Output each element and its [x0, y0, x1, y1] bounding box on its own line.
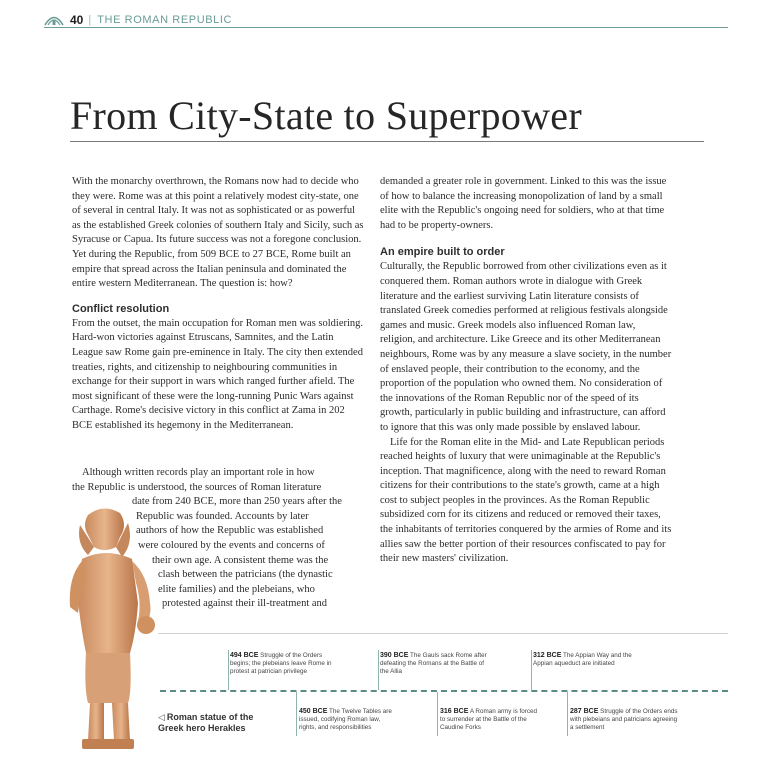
wrap-line: authors of how the Republic was established [136, 525, 324, 537]
event-year: 312 BCE [533, 652, 562, 659]
event-year: 287 BCE [570, 708, 599, 715]
timeline-stem [437, 692, 438, 736]
event-text: The Appian Way and the Appian aqueduct are initiated [533, 652, 632, 667]
event-year: 390 BCE [380, 652, 409, 659]
wrap-line: their own age. A consistent theme was the [152, 554, 329, 566]
wrap-line: the Republic is understood, the sources of Roman literature [72, 481, 322, 493]
event-year: 316 BCE [440, 708, 469, 715]
heading-empire-built-to-order: An empire built to order [380, 246, 505, 259]
empire-paragraph-1: Culturally, the Republic borrowed from other civilizations even as it conquered them. Roman authors wrote in dialogue with Greek literature and the earliest surviving Latin literature consists of translated Greek comedies performed at religious festivals alongside games and music. Greek models also influenced Roman law, religion, and architecture. Like Greece and its other Mediterranean neighbours, Rome was by any measure a slave society, in the number of enslaved people, their contribution to the economy, and the proportion of the population who owned them. No consideration of the innovations of the Roman Republic nor of the speed of its growth, particularly in public building and infrastructure, can afford to ignore that this was only made possible by enslaved labour. [380, 261, 672, 433]
timeline-event [380, 652, 490, 676]
statue-caption [158, 712, 258, 734]
heading-conflict-resolution: Conflict resolution [72, 302, 170, 315]
empire-paragraph-2: Life for the Roman elite in the Mid- and Late Republican periods reached heights of luxury that were unimaginable at the Republic's inception. That magnificence, along with the need to reward Roman citizens for their contributions to the state's growth, came at a high cost to subject peoples in the provinces. As the Roman Republic subsidized corn for its citizens and reduced or removed their taxes, the inhabitants of territories conquered by the armies of Rome and its allies saw the better portion of their resources confiscated to pay for their new masters' civilization. [380, 436, 672, 565]
section-title: THE ROMAN REPUBLIC [97, 14, 233, 26]
event-text: A Roman army is forced to surrender at the Battle of the Caudine Forks [440, 708, 538, 731]
timeline-event [570, 708, 680, 732]
timeline-stem [296, 692, 297, 736]
wrap-line: elite families) and the plebeians, who [158, 583, 315, 595]
timeline-stem [378, 650, 379, 690]
timeline-stem [531, 650, 532, 690]
conflict-paragraph-1: From the outset, the main occupation for Roman men was soldiering. Hard-won victories against Etruscans, Samnites, and the Latin League saw Rome gain pre-eminence in Italy. The city then extended treaties, rights, and citizenship to neighbouring communities in exchange for their support in wars which ranged further afield. The most significant of these were the long-running Punic Wars against Carthage. Rome's decisive victory in this conflict at Zama in 202 BCE established its hegemony in the Mediterranean. [72, 317, 364, 431]
wrap-line: protested against their ill-treatment and [162, 598, 328, 610]
page-title: From City-State to Superpower [70, 93, 582, 138]
event-text: Struggle of the Orders begins; the plebeians leave Rome in protest at patrician privilege [230, 652, 332, 675]
right-column [380, 175, 672, 567]
intro-paragraph: With the monarchy overthrown, the Romans now had to decide who they were. Rome was at this point a relatively modest city-state, one of several in central Italy. It was not as sophisticated or as powerful as the established Greek colonies of southern Italy and Sicily, such as Syracuse or Capua. Its future success was not a foregone conclusion. Yet during the Republic, from 509 BCE to 27 BCE, Rome built an empire that spread across the Italian peninsula and dominated the entire western Mediterranean. The question is: how? [72, 176, 364, 290]
header-separator: | [88, 14, 92, 26]
temple-arch-icon [44, 14, 64, 26]
running-header [44, 12, 728, 28]
caption-text: Roman statue of the Greek hero Herakles [158, 712, 254, 733]
event-year: 494 BCE [230, 652, 259, 659]
event-text: The Gauls sack Rome after defeating the Romans at the Battle of the Allia [380, 652, 487, 675]
title-rule [70, 141, 704, 142]
timeline-event [440, 708, 540, 732]
timeline-top-rule [158, 633, 728, 634]
event-text: The Twelve Tables are issued, codifying Roman law, rights, and responsibilities [299, 708, 392, 731]
event-year: 450 BCE [299, 708, 328, 715]
timeline-stem [567, 692, 568, 736]
wrap-line: date from 240 BCE, more than 250 years after the [132, 496, 342, 508]
timeline-stem [228, 650, 229, 690]
header-rule [44, 27, 728, 28]
herakles-statue-image [58, 503, 158, 753]
left-column [72, 175, 364, 434]
timeline-event [299, 708, 399, 732]
caption-arrow-icon: ◁ [158, 712, 165, 722]
timeline-line [160, 690, 728, 692]
wrap-line: Although written records play an important role in how [82, 467, 315, 478]
wrap-line: clash between the patricians (the dynastic [158, 569, 333, 581]
wrap-line: Republic was founded. Accounts by later [136, 510, 309, 522]
event-text: Struggle of the Orders ends with plebeians and patricians agreeing a settlement [570, 708, 678, 731]
page-number: 40 [70, 13, 84, 27]
timeline-event [230, 652, 340, 676]
timeline-event [533, 652, 633, 668]
wrap-line: were coloured by the events and concerns of [138, 539, 325, 551]
continued-paragraph: demanded a greater role in government. Linked to this was the issue of how to balance the increasing monopolization of land by a small elite with the Republic's ongoing need for soldiers, who at that time had to be property-owners. [380, 176, 667, 231]
